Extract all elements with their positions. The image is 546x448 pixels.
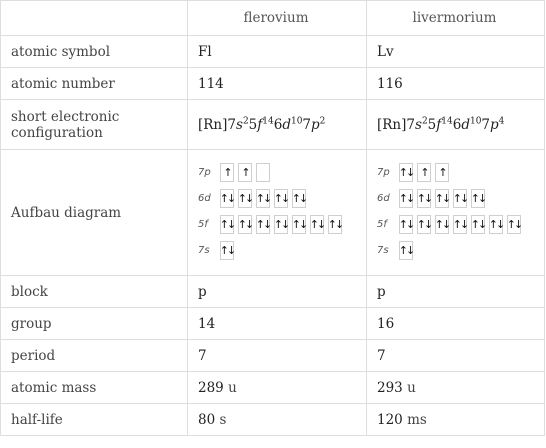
config-core: [Rn] (377, 116, 407, 133)
row-label: atomic mass (1, 372, 188, 404)
config-p-exp: 2 (319, 116, 326, 126)
electron-arrows: ↑↓ (398, 218, 414, 231)
electron-arrows: ↑↓ (237, 218, 253, 231)
cell-fl-period: 7 (188, 340, 367, 372)
orbital-box (471, 215, 485, 234)
electron-arrows: ↑↓ (506, 218, 522, 231)
orbital-label: 5f (377, 219, 387, 230)
orbital-box (310, 215, 324, 234)
row-electron-config (1, 100, 545, 150)
electron-arrows: ↑↓ (470, 218, 486, 231)
mass-unit: u (228, 379, 237, 396)
orbital-row-p (377, 163, 532, 182)
orbital-label: 5f (198, 219, 208, 230)
cell-lv-symbol: Lv (367, 36, 545, 68)
electron-arrows: ↑↓ (416, 218, 432, 231)
electron-arrows: ↑↓ (291, 218, 307, 231)
orbital-box (292, 189, 306, 208)
cell-fl-block: p (188, 276, 367, 308)
orbital-box (453, 189, 467, 208)
orbital-box (399, 163, 413, 182)
orbital-label: 7p (377, 167, 390, 178)
row-label: half-life (1, 404, 188, 436)
orbital-box (256, 163, 270, 182)
orbital-label: 6d (198, 193, 211, 204)
row-label: atomic number (1, 68, 188, 100)
orbital-box (399, 189, 413, 208)
config-s-exp: 2 (242, 116, 249, 126)
orbital-row-s (198, 241, 354, 260)
orbital-box (274, 215, 288, 234)
row-label: Aufbau diagram (1, 150, 188, 276)
orbital-box (328, 215, 342, 234)
config-d-exp: 10 (469, 116, 482, 126)
orbital-label: 7p (198, 167, 211, 178)
orbital-box (417, 189, 431, 208)
row-atomic-number (1, 68, 545, 100)
electron-arrows: ↑↓ (416, 192, 432, 205)
orbital-box (238, 189, 252, 208)
halflife-unit: s (219, 411, 227, 428)
cell-lv-period: 7 (367, 340, 545, 372)
orbital-box (507, 215, 521, 234)
orbital-row-f (198, 215, 354, 234)
cell-fl-mass (188, 372, 367, 404)
row-label: block (1, 276, 188, 308)
electron-arrows: ↑↓ (219, 244, 235, 257)
row-half-life (1, 404, 545, 436)
cell-fl-number: 114 (188, 68, 367, 100)
electron-arrows: ↑↓ (398, 166, 414, 179)
orbital-box (399, 241, 413, 260)
orbital-box (220, 215, 234, 234)
electron-arrows: ↑↓ (452, 192, 468, 205)
electron-arrows: ↑↓ (255, 192, 271, 205)
halflife-value: 120 (377, 411, 403, 428)
row-period (1, 340, 545, 372)
electron-arrows: ↑↓ (398, 244, 414, 257)
cell-lv-group: 16 (367, 308, 545, 340)
orbital-box (417, 215, 431, 234)
electron-arrows: ↑↓ (470, 192, 486, 205)
mass-unit: u (407, 379, 416, 396)
electron-arrows: ↑ (223, 166, 231, 179)
orbital-box (256, 189, 270, 208)
cell-fl-symbol: Fl (188, 36, 367, 68)
cell-lv-mass (367, 372, 545, 404)
config-f-exp: 14 (441, 116, 453, 126)
row-label: group (1, 308, 188, 340)
config-core: [Rn] (198, 116, 228, 133)
orbital-box (435, 189, 449, 208)
orbital-box (471, 189, 485, 208)
config-f-exp: 14 (262, 116, 274, 126)
orbital-box (453, 215, 467, 234)
orbital-box (292, 215, 306, 234)
orbital-box (435, 215, 449, 234)
cell-lv-number: 116 (367, 68, 545, 100)
orbital-box (274, 189, 288, 208)
cell-lv-aufbau (367, 150, 545, 276)
header-row (1, 1, 545, 36)
electron-arrows: ↑ (438, 166, 446, 179)
electron-arrows: ↑↓ (255, 218, 271, 231)
orbital-box (238, 163, 252, 182)
orbital-label: 7s (198, 245, 210, 256)
row-label: atomic symbol (1, 36, 188, 68)
cell-fl-halflife (188, 404, 367, 436)
orbital-box (489, 215, 503, 234)
mass-value: 293 (377, 379, 403, 396)
row-block (1, 276, 545, 308)
orbital-row-f (377, 215, 532, 234)
orbital-box (256, 215, 270, 234)
electron-arrows: ↑ (420, 166, 428, 179)
orbital-box (220, 189, 234, 208)
orbital-box (220, 163, 234, 182)
row-aufbau (1, 150, 545, 276)
cell-fl-group: 14 (188, 308, 367, 340)
electron-arrows: ↑ (241, 166, 249, 179)
electron-arrows: ↑↓ (488, 218, 504, 231)
orbital-box (435, 163, 449, 182)
orbital-label: 7s (377, 245, 389, 256)
row-label: period (1, 340, 188, 372)
config-s-exp: 2 (421, 116, 428, 126)
orbital-label: 6d (377, 193, 390, 204)
electron-arrows: ↑↓ (327, 218, 343, 231)
orbital-row-d (198, 189, 354, 208)
cell-lv-block: p (367, 276, 545, 308)
halflife-unit: ms (407, 411, 427, 428)
header-flerovium: flerovium (188, 1, 367, 36)
orbital-box (399, 215, 413, 234)
orbital-row-d (377, 189, 532, 208)
halflife-value: 80 (198, 411, 216, 428)
electron-arrows: ↑↓ (309, 218, 325, 231)
cell-lv-halflife (367, 404, 545, 436)
config-d-exp: 10 (290, 116, 303, 126)
cell-fl-config: $[Rn]7s^25f^{14}6d^{10}7p^2$ (188, 100, 367, 150)
electron-arrows: ↑↓ (291, 192, 307, 205)
row-atomic-symbol (1, 36, 545, 68)
config-p-exp: 4 (498, 116, 505, 126)
row-label: short electronic configuration (1, 100, 188, 150)
row-atomic-mass (1, 372, 545, 404)
cell-fl-aufbau (188, 150, 367, 276)
header-empty (1, 1, 188, 36)
header-livermorium: livermorium (367, 1, 545, 36)
orbital-row-s (377, 241, 532, 260)
row-group (1, 308, 545, 340)
electron-arrows: ↑↓ (273, 192, 289, 205)
cell-lv-config: $[Rn]7s^25f^{14}6d^{10}7p^4$ (367, 100, 545, 150)
orbital-box (417, 163, 431, 182)
orbital-row-p (198, 163, 354, 182)
orbital-box (238, 215, 252, 234)
electron-arrows: ↑↓ (398, 192, 414, 205)
electron-arrows: ↑↓ (273, 218, 289, 231)
electron-arrows: ↑↓ (219, 192, 235, 205)
electron-arrows: ↑↓ (434, 192, 450, 205)
electron-arrows: ↑↓ (219, 218, 235, 231)
mass-value: 289 (198, 379, 224, 396)
electron-arrows: ↑↓ (452, 218, 468, 231)
orbital-box (220, 241, 234, 260)
electron-arrows: ↑↓ (434, 218, 450, 231)
electron-arrows: ↑↓ (237, 192, 253, 205)
